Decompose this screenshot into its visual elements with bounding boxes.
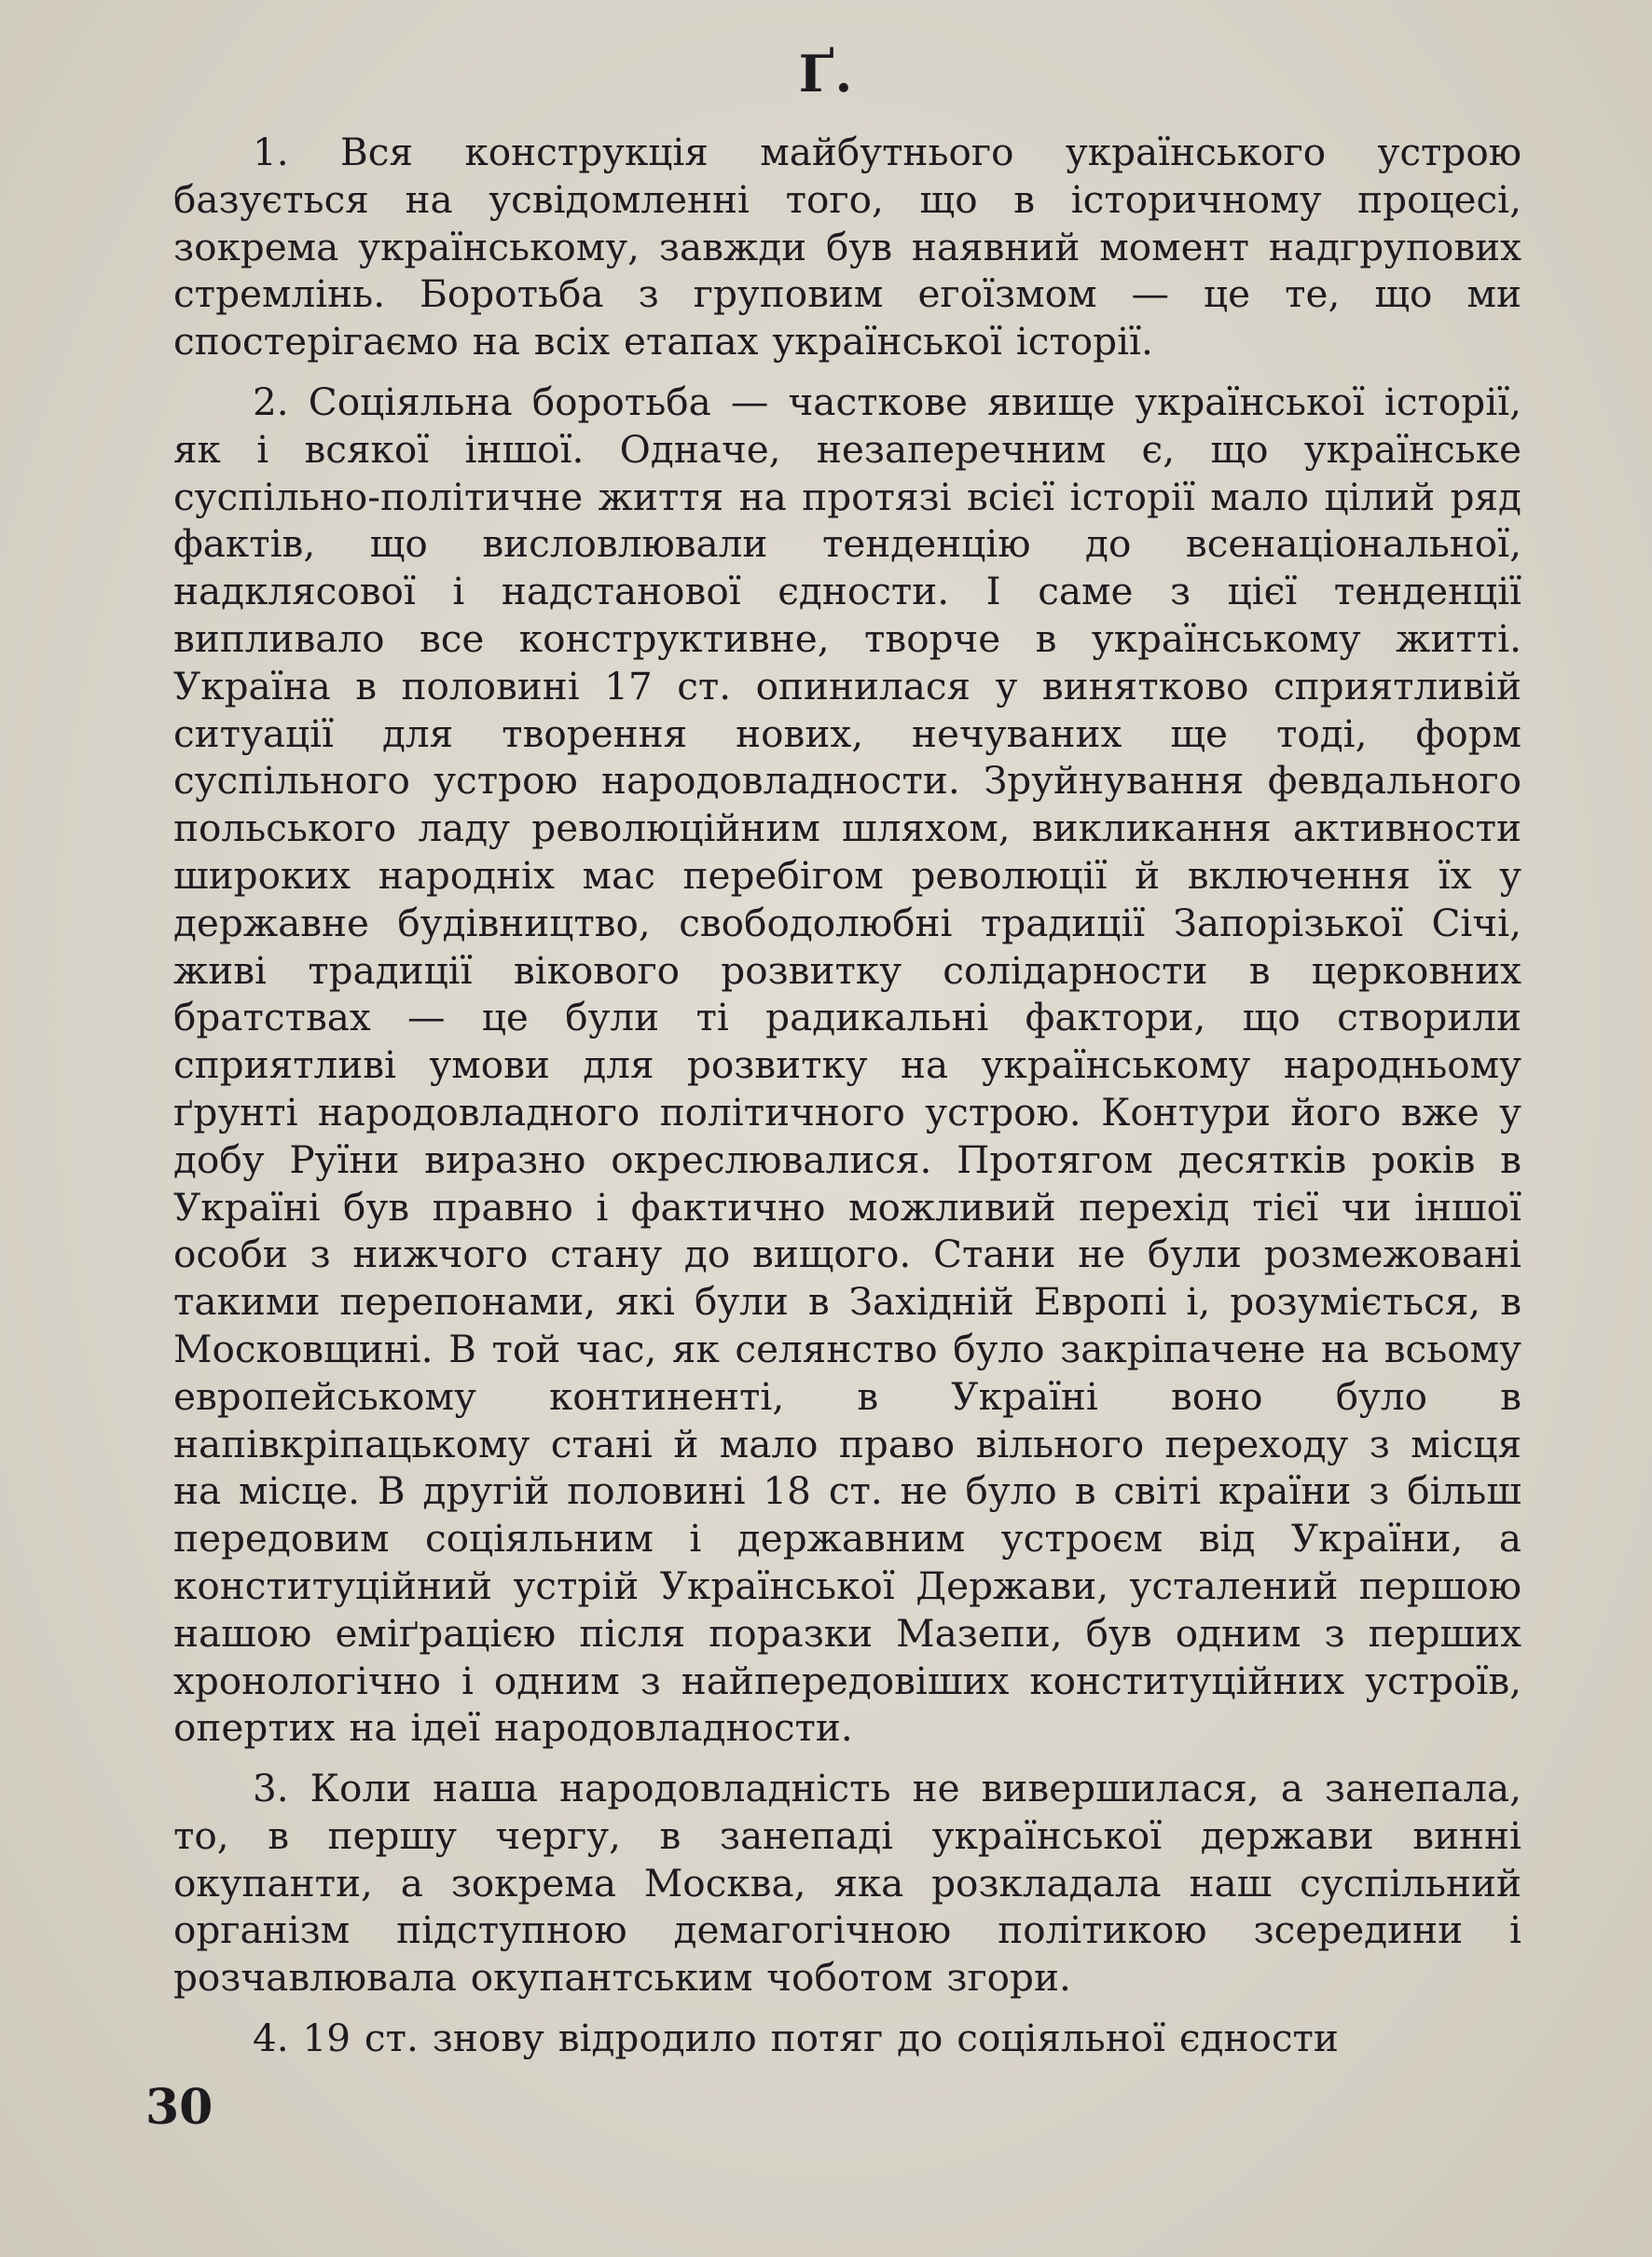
body-text: [173, 129, 1521, 2062]
section-heading: Ґ.: [798, 44, 854, 103]
paragraph-2: 2. Соціяльна боротьба — часткове явище української історії, як і всякої іншої. Одначе, незаперечним є, що українське суспільно-політичне життя на протязі всієї історії мало цілий ряд фактів, що висловлювали тенденцію до всенаціональної, надклясової і надстанової єдности. І саме з цієї тенденції випливало все конструктивне, творче в українському житті. Україна в половині 17 ст. опинилася у винятково сприятливій ситуації для творення нових, нечуваних ще тоді, форм суспільного устрою народовладности. Зруйнування февдального польського ладу революційним шляхом, викликання активности широких народніх мас перебігом революції й включення їх у державне будівництво, свободолюбні традиції Запорізької Січі, живі традиції вікового розвитку солідарности в церковних братствах — це були ті радикальні фактори, що створили сприятливі умови для розвитку на українському народньому ґрунті народовладного політичного устрою. Контури його вже у добу Руїни виразно окреслювалися. Протягом десятків років в Україні був правно і фактично можливий перехід тієї чи іншої особи з нижчого стану до вищого. Стани не були розмежовані такими перепонами, які були в Західній Европі і, розуміється, в Московщині. В той час, як селянство було закріпачене на всьому европейському континенті, в Україні воно було в напівкріпацькому стані й мало право вільного переходу з місця на місце. В другій половині 18 ст. не було в світі країни з більш передовим соціяльним і державним устроєм від України, а конституційний устрій Української Держави, усталений першою нашою еміґрацією після поразки Мазепи, був одним з перших хронологічно і одним з найпередовіших конституційних устроїв, опертих на ідеї народовладности.: [173, 378, 1521, 1751]
page-number: 30: [145, 2079, 213, 2136]
paragraph-3: 3. Коли наша народовладність не вивершилася, а занепала, то, в першу чергу, в занепаді української держави винні окупанти, а зокрема Москва, яка розкладала наш суспільний організм підступною демагогічною політикою зсередини і розчавлювала окупантським чоботом згори.: [173, 1766, 1521, 2001]
paragraph-1: 1. Вся конструкція майбутнього українського устрою базується на усвідомленні того, що в історичному процесі, зокрема українському, завжди був наявний момент надгрупових стремлінь. Боротьба з груповим егоїзмом — це те, що ми спостерігаємо на всіх етапах української історії.: [173, 130, 1521, 365]
paragraph-4: 4. 19 ст. знову відродило потяг до соціяльної єдности: [253, 2016, 1339, 2061]
